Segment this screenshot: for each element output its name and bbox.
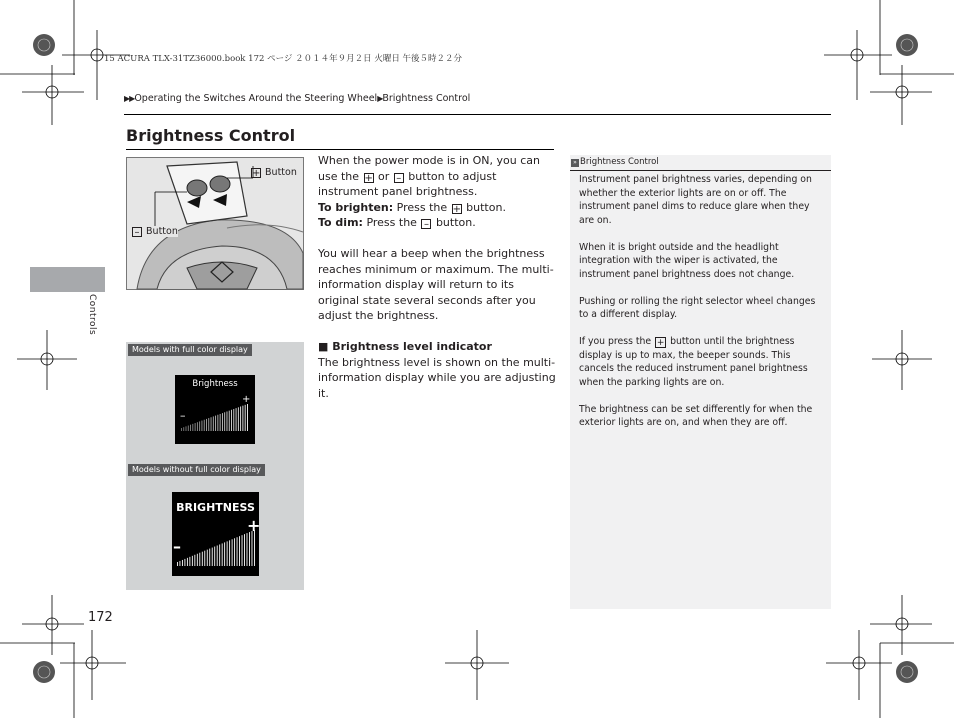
brightness-level-mark	[201, 421, 202, 431]
brightness-level-mark	[227, 541, 228, 566]
brightness-level-mark	[214, 547, 215, 566]
brightness-level-mark	[199, 553, 200, 566]
side-note	[570, 155, 831, 609]
full-color-brightness-bar	[175, 375, 255, 444]
brightness-level-mark	[177, 562, 178, 566]
steering-wheel-illustration	[126, 157, 304, 290]
brightness-level-mark	[179, 561, 180, 566]
brightness-level-mark	[234, 538, 235, 566]
page-number: 172	[88, 610, 113, 625]
note-rule	[570, 170, 831, 171]
brightness-level-mark	[181, 428, 182, 431]
brightness-level-mark	[187, 558, 188, 566]
brightness-level-mark	[197, 422, 198, 431]
brightness-level-mark	[206, 419, 207, 431]
minus-key-icon: –	[421, 219, 431, 229]
brightness-level-mark	[227, 411, 228, 431]
brightness-level-mark	[222, 413, 223, 431]
plus-key-icon: +	[252, 168, 261, 179]
title-rule	[126, 149, 554, 150]
brightness-level-mark	[244, 534, 245, 566]
no-color-screen	[172, 492, 259, 576]
note-body	[579, 173, 825, 443]
minus-button-callout	[131, 226, 178, 237]
beep-paragraph: You will hear a beep when the brightness reaches minimum or maximum. The multi-information display will return to its original state several seconds after you adjust the brightness.	[318, 247, 554, 322]
brightness-level-mark	[229, 540, 230, 566]
brightness-level-mark	[194, 555, 195, 566]
header-rule	[124, 114, 831, 115]
breadcrumb-current: Brightness Control	[382, 93, 471, 104]
brightness-level-mark	[242, 406, 243, 431]
full-color-screen	[175, 375, 255, 444]
brightness-level-mark	[247, 533, 248, 566]
plus-key-icon: +	[364, 172, 373, 184]
brightness-level-mark	[204, 551, 205, 566]
note-paragraph: When it is bright outside and the headlight integration with the wiper is activated, the instrument panel brightness does not change.	[579, 241, 795, 280]
indicator-paragraph: The brightness level is shown on the multi-information display while you are adjusting it.	[318, 355, 556, 400]
brightness-level-mark	[212, 548, 213, 566]
brightness-level-mark	[197, 554, 198, 566]
breadcrumb-parent[interactable]: Operating the Switches Around the Steering Wheel	[134, 93, 378, 104]
note-paragraph: Pushing or rolling the right selector wheel changes to a different display.	[579, 295, 816, 320]
section-label: Controls	[87, 294, 97, 336]
brightness-level-mark	[249, 532, 250, 566]
brightness-level-mark	[215, 416, 216, 431]
brightness-level-mark	[202, 552, 203, 566]
dim-instruction: To dim: Press the – button.	[318, 216, 476, 230]
brightness-level-mark	[183, 427, 184, 431]
display-examples	[126, 342, 304, 590]
indicator-heading: ■ Brightness level indicator	[318, 340, 492, 353]
brightness-level-mark	[211, 417, 212, 431]
brightness-level-mark	[182, 560, 183, 566]
brightness-level-mark	[186, 426, 187, 431]
plus-key-icon: +	[452, 203, 462, 215]
note-heading: » Brightness Control	[570, 155, 831, 169]
full-color-label: Models with full color display	[128, 344, 252, 356]
brightness-level-mark	[247, 404, 248, 431]
intro-paragraph: When the power mode is in ON, you can use the + or – button to adjust instrument panel brightness.	[318, 154, 540, 198]
note-icon: »	[571, 159, 579, 167]
page-title: Brightness Control	[126, 126, 296, 145]
brightness-level-mark	[231, 410, 232, 431]
brightness-level-mark	[224, 542, 225, 566]
brightness-level-mark	[240, 406, 241, 431]
brightness-level-mark	[239, 536, 240, 566]
brightness-level-mark	[190, 425, 191, 431]
brightness-level-mark	[204, 420, 205, 431]
svg-text:–: –	[173, 537, 181, 556]
brightness-level-mark	[207, 550, 208, 566]
plus-button-label: Button	[265, 167, 297, 178]
heading-square-icon: ■	[318, 340, 329, 353]
brightness-level-mark	[188, 426, 189, 431]
main-text	[318, 153, 556, 401]
brightness-level-mark	[233, 409, 234, 431]
brightness-level-mark	[222, 543, 223, 566]
svg-text:+: +	[247, 516, 261, 535]
brightness-level-mark	[229, 411, 230, 431]
full-color-screen-title: Brightness	[192, 379, 238, 389]
brightness-level-mark	[184, 559, 185, 566]
brightness-level-mark	[195, 423, 196, 431]
brightness-level-mark	[199, 421, 200, 431]
brightness-level-mark	[220, 414, 221, 431]
breadcrumb-arrow-icon: ▶▶	[124, 94, 135, 103]
brightness-level-mark	[224, 412, 225, 431]
brightness-level-mark	[238, 407, 239, 431]
brightness-level-mark	[208, 418, 209, 431]
brightness-level-mark	[252, 531, 253, 566]
brightness-level-mark	[213, 416, 214, 431]
no-color-brightness-bar	[172, 492, 259, 576]
breadcrumb	[124, 93, 470, 104]
brightness-level-mark	[237, 537, 238, 566]
plus-key-icon: +	[656, 338, 665, 348]
brightness-level-mark	[192, 424, 193, 431]
brightness-level-mark	[245, 405, 246, 431]
plus-button-callout	[250, 167, 297, 178]
no-color-screen-title: BRIGHTNESS	[176, 501, 255, 514]
minus-button-label: Button	[146, 226, 178, 237]
file-info-line: 15 ACURA TLX-31TZ36000.book 172 ページ ２０１４年９月２日 火曜日 午後５時２２分	[104, 54, 463, 64]
brightness-level-mark	[232, 539, 233, 566]
minus-key-icon: –	[394, 173, 404, 183]
no-color-label: Models without full color display	[128, 464, 265, 476]
brightness-level-mark	[254, 530, 255, 566]
brightness-level-mark	[209, 549, 210, 566]
brightness-level-mark	[217, 545, 218, 566]
note-paragraph: If you press the + button until the brightness display is up to max, the beeper sounds. This cancels the reduced instrument panel brightness when the parking lights are on.	[579, 336, 808, 388]
svg-text:+: +	[242, 394, 251, 405]
note-paragraph: The brightness can be set differently for when the exterior lights are on, and when they are off.	[579, 403, 813, 428]
brightness-level-mark	[192, 556, 193, 566]
note-paragraph: Instrument panel brightness varies, depending on whether the exterior lights are on or off. The instrument panel dims to reduce glare when they are on.	[579, 174, 812, 226]
brightness-level-mark	[189, 557, 190, 566]
breadcrumb-arrow-icon: ▶	[377, 94, 383, 103]
section-tab	[30, 267, 105, 292]
brightness-level-mark	[219, 544, 220, 566]
minus-key-icon: –	[132, 227, 142, 237]
svg-text:–: –	[180, 409, 186, 422]
brightness-level-mark	[236, 408, 237, 431]
brighten-instruction: To brighten: Press the + button.	[318, 200, 506, 215]
brightness-level-mark	[217, 415, 218, 431]
brightness-level-mark	[242, 535, 243, 566]
